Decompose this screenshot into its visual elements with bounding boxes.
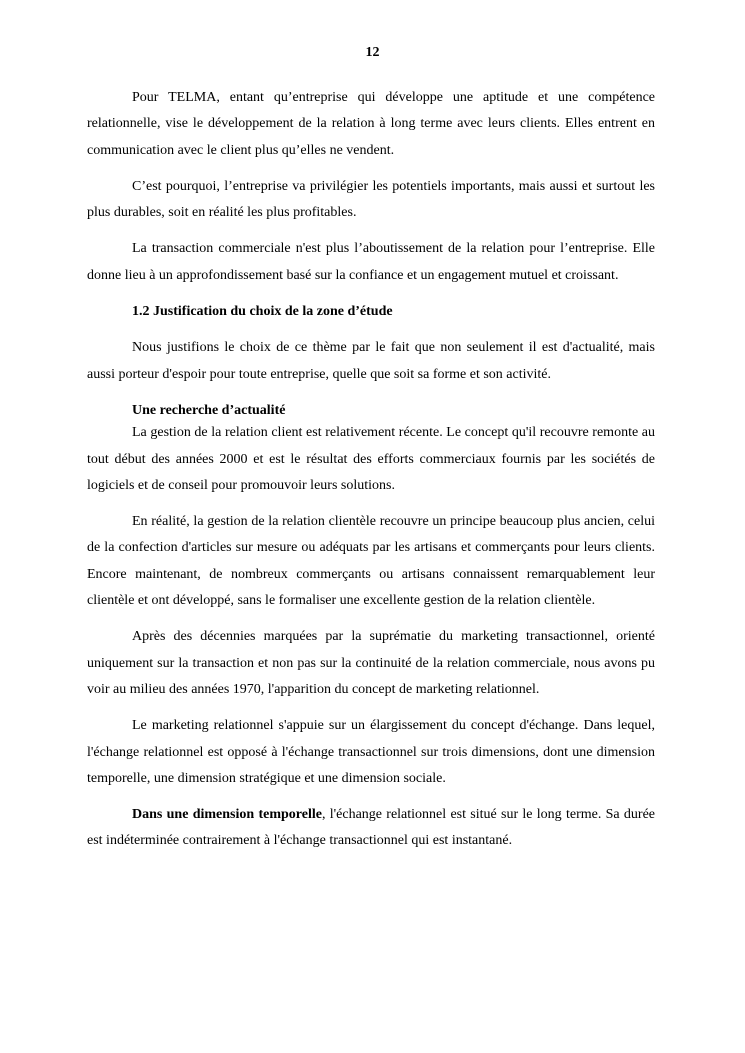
paragraph-potentials: C’est pourquoi, l’entreprise va privilégier les potentiels importants, mais aussi et surtout les plus durables, soit en réalité les plus profitables.	[87, 178, 655, 221]
paragraph-marketing-history: Après des décennies marquées par la suprématie du marketing transactionnel, orienté uniquement sur la transaction et non pas sur la continuité de la relation commerciale, nous avons pu voir au milieu des années 1970, l'apparition du concept de marketing relationnel.	[87, 629, 655, 697]
page-number: 12	[365, 45, 380, 60]
temporal-dimension-text: , l'échange relationnel est situé sur le long terme. Sa durée est indéterminée contrairement à l'échange transactionnel qui est instantané.	[87, 807, 655, 849]
paragraph-telma: Pour TELMA, entant qu’entreprise qui développe une aptitude et une compétence relationnelle, vise le développement de la relation à long terme avec leurs clients. Elles entrent en communication avec le client plus qu’elles ne vendent.	[87, 90, 655, 158]
sub-heading: Une recherche d’actualité	[132, 402, 286, 418]
paragraph-temporal-dimension	[87, 802, 655, 855]
temporal-dimension-lead: Dans une dimension temporelle	[132, 807, 322, 823]
section-heading: 1.2 Justification du choix de la zone d’étude	[132, 304, 393, 320]
paragraph-relational-marketing: Le marketing relationnel s'appuie sur un élargissement du concept d'échange. Dans lequel, l'échange relationnel est opposé à l'échange transactionnel sur trois dimensions, dont une dimension temporelle, une dimension stratégique et une dimension sociale.	[87, 718, 655, 786]
paragraph-transaction: La transaction commerciale n'est plus l’aboutissement de la relation pour l’entreprise. Elle donne lieu à un approfondissement basé sur la confiance et un engagement mutuel et croissant.	[87, 241, 655, 283]
paragraph-crm-origin: En réalité, la gestion de la relation clientèle recouvre un principe beaucoup plus ancien, celui de la confection d'articles sur mesure ou adéquats par les artisans et commerçants pour leurs clients. Encore maintenant, de nombreux commerçants ou artisans connaissent remarquablement leur clientèle et ont développé, sans le formaliser une excellente gestion de la relation clientèle.	[87, 514, 655, 609]
paragraph-crm-recent: La gestion de la relation client est relativement récente. Le concept qu'il recouvre remonte au tout début des années 2000 et est le résultat des efforts commerciaux fournis par les sociétés de logiciels et de conseil pour promouvoir leurs solutions.	[87, 425, 655, 493]
paragraph-justification: Nous justifions le choix de ce thème par le fait que non seulement il est d'actualité, mais aussi porteur d'espoir pour toute entreprise, quelle que soit sa forme et son activité.	[87, 340, 655, 382]
document-body	[87, 85, 655, 865]
